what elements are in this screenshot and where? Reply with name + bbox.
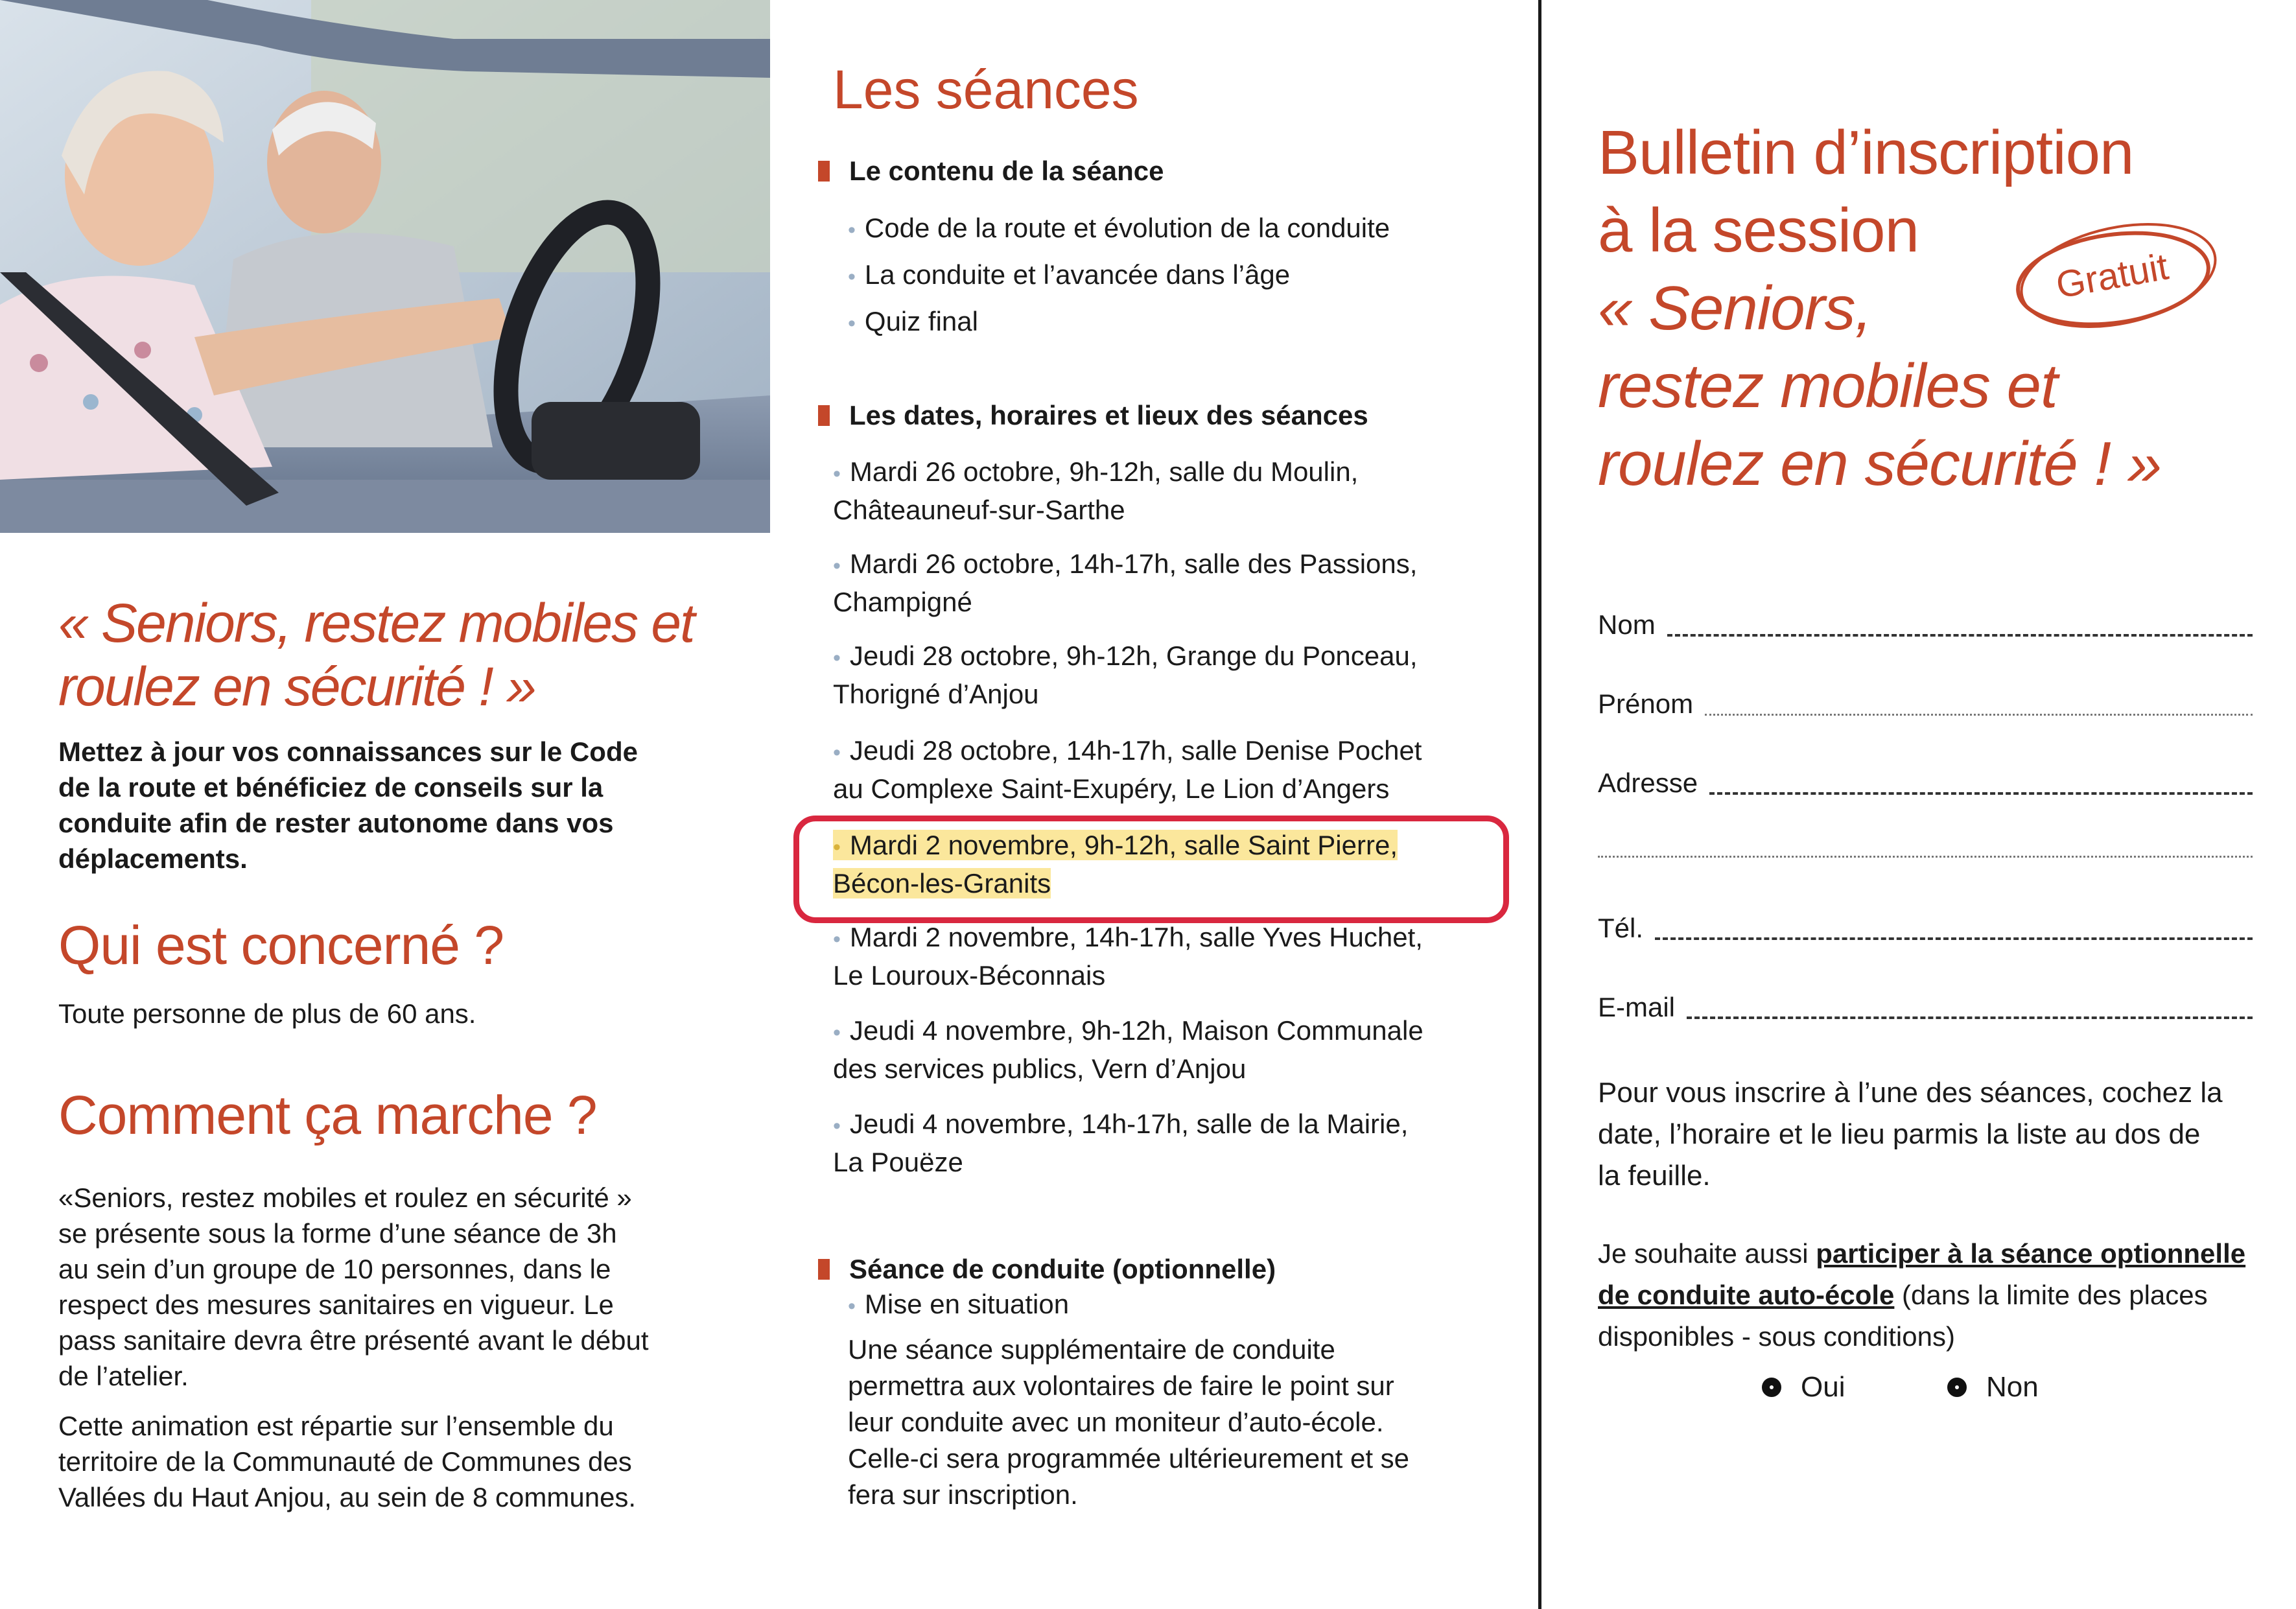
- marche-paragraph-1: «Seniors, restez mobiles et roulez en sécurité » se présente sous la forme d’une séance de 3h au sein d’un groupe de 10 personnes, dans le respect des mesures sanitaires en vigueur. Le pass sanitaire devra être présenté avant le début de l’atelier.: [58, 1182, 649, 1391]
- session-date[interactable]: • Mardi 26 octobre, 14h-17h, salle des Passions, Champigné: [833, 548, 1418, 617]
- column-divider: [1538, 0, 1541, 1609]
- inscrire-text: Pour vous inscrire à l’une des séances, cochez la date, l’horaire et le lieu parmis la liste au dos de la feuille.: [1598, 1077, 2223, 1192]
- conduite-text: Une séance supplémentaire de conduite permettra aux volontaires de faire le point sur leur conduite avec un moniteur d’auto-école. Celle-ci sera programmée ultérieurement et se fera sur inscription.: [848, 1334, 1410, 1510]
- session-date[interactable]: • Mardi 26 octobre, 9h-12h, salle du Moulin, Châteauneuf-sur-Sarthe: [833, 456, 1359, 525]
- bullet-dot-icon: •: [833, 646, 841, 670]
- concerne-text: Toute personne de plus de 60 ans.: [58, 998, 476, 1029]
- tel-field[interactable]: Tél.: [1598, 911, 2253, 945]
- radio-non[interactable]: Non: [1947, 1370, 2039, 1404]
- seances-title: Les séances: [833, 59, 1139, 120]
- contenu-heading: Le contenu de la séance: [818, 154, 1164, 188]
- square-bullet-icon: [818, 161, 830, 182]
- session-date-selected[interactable]: • Mardi 2 novembre, 9h-12h, salle Saint Pierre, Bécon-les-Granits: [833, 830, 1398, 898]
- conduite-heading: Séance de conduite (optionnelle): [818, 1252, 1276, 1286]
- contenu-item: • Code de la route et évolution de la conduite: [848, 213, 1390, 243]
- seniors-car-photo: [0, 0, 770, 533]
- session-date[interactable]: • Jeudi 28 octobre, 9h-12h, Grange du Ponceau, Thorigné d’Anjou: [833, 640, 1418, 709]
- prenom-field[interactable]: Prénom: [1598, 687, 2253, 721]
- marche-paragraph-2: Cette animation est répartie sur l’ensemble du territoire de la Communauté de Communes des Vallées du Haut Anjou, au sein de 8 communes.: [58, 1411, 637, 1512]
- bullet-dot-icon: •: [833, 462, 841, 486]
- bullet-dot-icon: •: [833, 1114, 841, 1138]
- radio-icon: [1762, 1378, 1781, 1397]
- optional-conduite-text: Je souhaite aussi participer à la séance optionnelle de conduite auto-école (dans la limite des places disponibles - sous conditions): [1598, 1238, 2246, 1352]
- bullet-dot-icon: •: [833, 740, 841, 765]
- stamp-text: Gratuit: [2052, 245, 2172, 307]
- adresse-line-2[interactable]: [1598, 856, 2253, 858]
- bullet-dot-icon: •: [833, 927, 841, 952]
- conduite-item: • Mise en situation: [848, 1289, 1070, 1319]
- bullet-dot-icon: •: [848, 1294, 856, 1319]
- session-date[interactable]: • Jeudi 4 novembre, 9h-12h, Maison Communale des services publics, Vern d’Anjou: [833, 1015, 1423, 1084]
- contenu-item: • Quiz final: [848, 306, 978, 336]
- bulletin-title: Bulletin d’inscription à la session « Seniors, restez mobiles et roulez en sécurité ! »: [1598, 118, 2162, 499]
- square-bullet-icon: [818, 1259, 830, 1280]
- bullet-dot-icon: •: [848, 264, 856, 289]
- concerne-title: Qui est concerné ?: [58, 915, 504, 976]
- nom-field[interactable]: Nom: [1598, 608, 2253, 642]
- dates-heading: Les dates, horaires et lieux des séances: [818, 399, 1368, 432]
- bullet-dot-icon: •: [833, 554, 841, 578]
- intro-text: Mettez à jour vos connaissances sur le Code de la route et bénéficiez de conseils sur la conduite afin de rester autonome dans vos déplacements.: [58, 736, 638, 874]
- contenu-item: • La conduite et l’avancée dans l’âge: [848, 259, 1291, 290]
- session-date[interactable]: • Jeudi 4 novembre, 14h-17h, salle de la Mairie, La Pouëze: [833, 1109, 1409, 1177]
- bullet-dot-icon: •: [833, 1020, 841, 1045]
- square-bullet-icon: [818, 405, 830, 426]
- gratuit-stamp: [2009, 217, 2223, 334]
- email-field[interactable]: E-mail: [1598, 991, 2253, 1024]
- marche-title: Comment ça marche ?: [58, 1085, 597, 1145]
- bullet-dot-icon: •: [848, 218, 856, 242]
- radio-oui[interactable]: Oui: [1762, 1370, 1845, 1404]
- radio-icon: [1947, 1378, 1967, 1397]
- campaign-title: « Seniors, restez mobiles et roulez en sécurité ! »: [58, 593, 694, 717]
- session-date[interactable]: • Jeudi 28 octobre, 14h-17h, salle Denise Pochet au Complexe Saint-Exupéry, Le Lion d’Angers: [833, 735, 1422, 804]
- bullet-dot-icon: •: [848, 311, 856, 336]
- bullet-dot-icon: •: [833, 835, 841, 860]
- session-date[interactable]: • Mardi 2 novembre, 14h-17h, salle Yves Huchet, Le Louroux-Béconnais: [833, 922, 1423, 991]
- adresse-field[interactable]: Adresse: [1598, 766, 2253, 800]
